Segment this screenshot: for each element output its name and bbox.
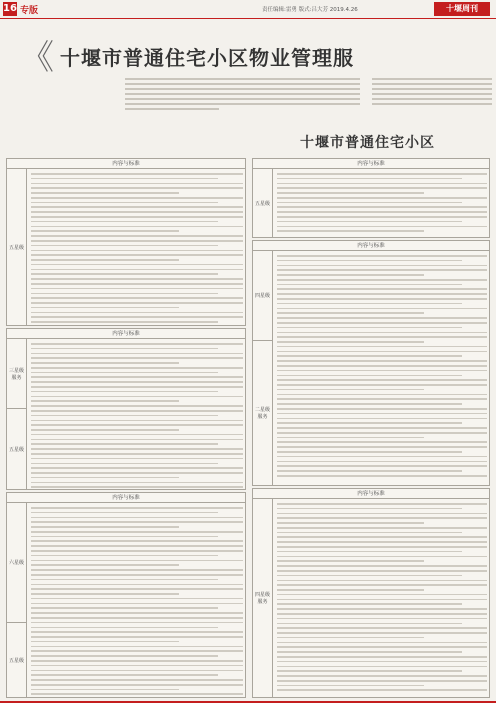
table-text (31, 343, 243, 491)
table-panel (6, 158, 246, 326)
intro-paragraph (125, 78, 360, 113)
intro-paragraph-right (372, 78, 492, 108)
table-header: 内容与标准 (253, 241, 489, 251)
category-cell: 六星级 (7, 503, 27, 623)
table-text (31, 507, 243, 698)
page-number: 16 (3, 3, 17, 14)
brand-logo: 十堰周刊 (434, 2, 490, 16)
table-panel (6, 328, 246, 490)
table-panel (6, 492, 246, 698)
category-cell: 五星级 (7, 623, 27, 698)
section-label: 专版 (20, 6, 39, 16)
table-panel (252, 488, 490, 698)
table-header: 内容与标准 (7, 493, 245, 503)
table-text (277, 503, 487, 694)
subtitle: 十堰市普通住宅小区 (300, 135, 435, 151)
table-text (31, 173, 243, 326)
editor-credit: 责任编辑:雷勇 版式:吕大芳 2019.4.26 (262, 7, 358, 13)
table-text (277, 173, 487, 235)
headline-text: 十堰市普通住宅小区物业管理服 (60, 46, 354, 70)
table-header: 内容与标准 (7, 329, 245, 339)
category-cell: 五星级 (7, 409, 27, 490)
header-rule (0, 18, 496, 19)
table-panel (252, 240, 490, 486)
category-cell: 三星级服务 (7, 339, 27, 409)
table-header: 内容与标准 (7, 159, 245, 169)
category-cell: 二星级服务 (253, 341, 273, 486)
table-panel (252, 158, 490, 238)
table-header: 内容与标准 (253, 489, 489, 499)
quote-mark: 《 (20, 38, 55, 78)
category-cell: 五星级 (253, 169, 273, 238)
headline (20, 38, 354, 78)
table-text (277, 255, 487, 480)
category-cell: 四星级服务 (253, 499, 273, 698)
category-cell: 四星级 (253, 251, 273, 341)
table-header: 内容与标准 (253, 159, 489, 169)
category-cell: 五星级 (7, 169, 27, 326)
top-bar (0, 0, 496, 18)
